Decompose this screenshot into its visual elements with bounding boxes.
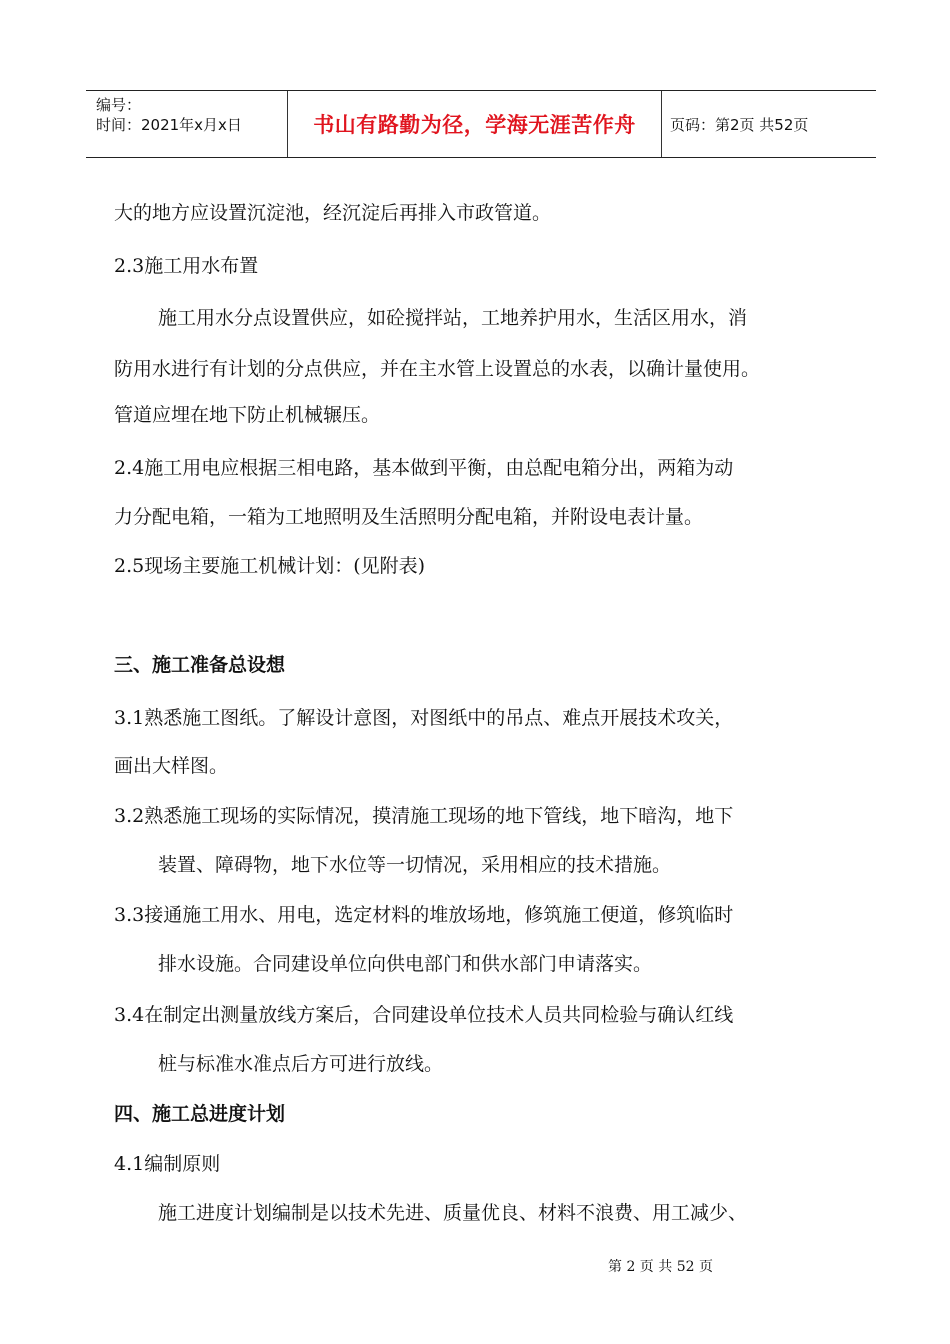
paragraph-line: 排水设施。合同建设单位向供电部门和供水部门申请落实。 [158,953,653,975]
document-time: 时间：2021年x月x日 [96,116,242,134]
paragraph-line: 装置、障碍物，地下水位等一切情况，采用相应的技术措施。 [158,854,672,876]
paragraph-line: 防用水进行有计划的分点供应，并在主水管上设置总的水表，以确计量使用。 [114,358,761,380]
page-footer: 第 2 页 共 52 页 [608,1259,713,1275]
section-3-4: 3.4在制定出测量放线方案后，合同建设单位技术人员共同检验与确认红线 [114,1004,734,1026]
chapter-3-heading: 三、施工准备总设想 [114,654,286,676]
paragraph-line: 力分配电箱，一箱为工地照明及生活照明分配电箱，并附设电表计量。 [114,506,704,528]
section-2-4: 2.4施工用电应根据三相电路，基本做到平衡，由总配电箱分出，两箱为动 [114,457,734,479]
header-meta [86,91,288,157]
paragraph-line: 施工用水分点设置供应，如砼搅拌站，工地养护用水，生活区用水，消 [158,307,748,329]
section-3-2: 3.2熟悉施工现场的实际情况，摸清施工现场的地下管线，地下暗沟，地下 [114,805,734,827]
section-3-1: 3.1熟悉施工图纸。了解设计意图，对图纸中的吊点、难点开展技术攻关， [114,707,734,729]
section-3-3: 3.3接通施工用水、用电，选定材料的堆放场地，修筑施工便道，修筑临时 [114,904,734,926]
chapter-4-heading: 四、施工总进度计划 [114,1103,286,1125]
paragraph-line: 施工进度计划编制是以技术先进、质量优良、材料不浪费、用工减少、 [158,1202,748,1224]
header-page-info: 页码：第2页 共52页 [670,115,809,134]
header-motto: 书山有路勤为径，学海无涯苦作舟 [288,91,662,157]
document-number: 编号： [96,96,142,114]
section-4-1-title: 4.1编制原则 [114,1153,221,1175]
page-header [86,90,876,158]
section-2-3-title: 2.3施工用水布置 [114,255,259,277]
paragraph-line: 画出大样图。 [114,755,229,777]
paragraph-line: 大的地方应设置沉淀池，经沉淀后再排入市政管道。 [114,202,552,224]
paragraph-line: 桩与标准水准点后方可进行放线。 [158,1053,444,1075]
section-2-5: 2.5现场主要施工机械计划：(见附表) [114,555,426,577]
paragraph-line: 管道应埋在地下防止机械辗压。 [114,404,381,426]
